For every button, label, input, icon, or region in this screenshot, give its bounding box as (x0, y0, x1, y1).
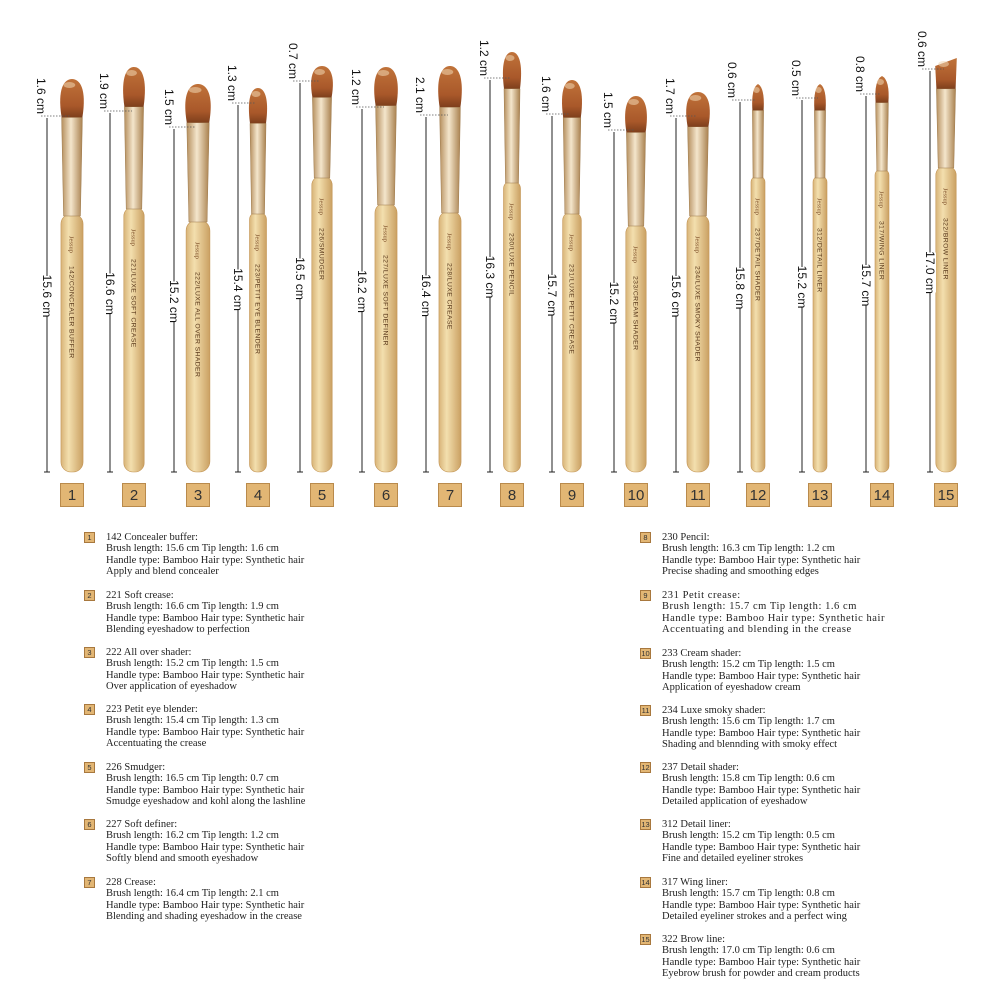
length-measurement (355, 109, 369, 472)
description-line2: Handle type: Bamboo Hair type: Synthetic hair (106, 784, 305, 796)
tip-length-label: 1.5 cm (162, 88, 176, 125)
length-measurement (103, 113, 117, 472)
description-line3: Over application of eyeshadow (106, 681, 237, 693)
brush-ferrule (563, 118, 581, 214)
description-line2: Handle type: Bamboo Hair type: Synthetic hair (662, 670, 861, 682)
description-name: 322 Brow line: (662, 934, 725, 945)
brush-handle (312, 176, 332, 472)
brush-length-label: 15.6 cm (40, 274, 54, 318)
description-number-badge: 2 (84, 590, 95, 601)
description-line3: Blending eyeshadow to perfection (106, 624, 250, 636)
brush-length-label: 15.2 cm (607, 281, 621, 325)
brush-9 (562, 80, 582, 472)
tip-measurement (725, 62, 756, 100)
description-number-badge: 5 (84, 762, 95, 773)
description-line2: Handle type: Bamboo Hair type: Synthetic hair (662, 841, 861, 853)
brush-number-badge: 8 (500, 483, 524, 507)
description-line3: Application of eyeshadow cream (662, 682, 801, 694)
tip-length-label: 1.9 cm (97, 72, 111, 109)
length-measurement (40, 118, 54, 472)
description-line2: Handle type: Bamboo Hair type: Synthetic hair (106, 726, 305, 738)
brush-ferrule (504, 89, 520, 183)
tip-length-label: 0.6 cm (915, 30, 929, 67)
brush-14 (875, 76, 889, 472)
brush-12 (751, 84, 765, 472)
handle-model-label: 222/LUXE ALL OVER SHADER (193, 272, 201, 378)
brush-length-label: 16.5 cm (293, 257, 307, 300)
brush-description-5 (84, 762, 414, 808)
length-measurement (419, 117, 433, 472)
brush-number-badge: 7 (438, 483, 462, 507)
brush-handle (751, 176, 765, 472)
length-measurement (545, 116, 559, 472)
description-line1: Brush length: 15.8 cm Tip length: 0.6 cm (662, 773, 835, 785)
description-line3: Blending and shading eyeshadow in the crease (106, 911, 302, 923)
brush-number-badge: 15 (934, 483, 958, 507)
tip-length-label: 1.5 cm (601, 91, 615, 128)
description-line2: Handle type: Bamboo Hair type: Synthetic hair (106, 554, 305, 566)
brush-description-11 (640, 705, 970, 751)
brand-label: Jessup (317, 198, 325, 215)
description-line1: Brush length: 17.0 cm Tip length: 0.6 cm (662, 945, 835, 957)
description-line1: Brush length: 15.7 cm Tip length: 0.8 cm (662, 888, 835, 900)
brush-number-badge: 5 (310, 483, 334, 507)
brush-ferrule (688, 127, 709, 216)
description-name: 227 Soft definer: (106, 819, 178, 830)
description-line2: Handle type: Bamboo Hair type: Synthetic hair (662, 956, 861, 968)
brush-handle (936, 166, 956, 472)
description-number-badge: 15 (641, 935, 650, 944)
brand-label: Jessup (507, 203, 515, 220)
brush-ferrule (814, 110, 825, 178)
brush-2 (123, 67, 145, 472)
brush-15 (935, 58, 957, 472)
description-line3: Precise shading and smoothing edges (662, 566, 819, 578)
description-line1: Brush length: 15.4 cm Tip length: 1.3 cm (106, 715, 279, 727)
brand-label: Jessup (877, 191, 885, 208)
length-measurement (795, 100, 809, 472)
handle-model-label: 221/LUXE SOFT CREASE (129, 259, 137, 348)
description-line2: Handle type: Bamboo Hair type: Synthetic hair (662, 727, 861, 739)
brush-number-badge: 1 (60, 483, 84, 507)
tip-length-label: 1.7 cm (663, 77, 677, 114)
description-line2: Handle type: Bamboo Hair type: Synthetic hair (662, 612, 886, 624)
brush-handle (813, 176, 827, 472)
brush-ferrule (440, 107, 461, 213)
handle-model-label: 142/CONCEALER BUFFER (67, 266, 75, 359)
brush-number-badge: 2 (122, 483, 146, 507)
description-line2: Handle type: Bamboo Hair type: Synthetic hair (662, 554, 861, 566)
description-line3: Accentuating the crease (106, 738, 207, 750)
handle-model-label: 237/DETAIL SHADER (753, 228, 761, 302)
brush-ferrule (187, 123, 209, 222)
brush-description-12 (640, 762, 970, 808)
brush-8 (503, 52, 521, 472)
description-line2: Handle type: Bamboo Hair type: Synthetic hair (662, 784, 861, 796)
brush-description-14 (640, 877, 970, 923)
brush-number-badge: 3 (186, 483, 210, 507)
brush-length-label: 17.0 cm (923, 251, 937, 294)
description-number-badge: 14 (641, 878, 650, 887)
description-number-badge: 7 (84, 877, 95, 888)
description-line1: Brush length: 16.2 cm Tip length: 1.2 cm (106, 830, 279, 842)
description-name: 312 Detail liner: (662, 819, 731, 830)
description-line3: Softly blend and smooth eyeshadow (106, 853, 259, 865)
brush-4 (249, 88, 267, 472)
brush-ferrule (876, 103, 889, 171)
tip-measurement (789, 60, 818, 98)
tip-length-label: 0.7 cm (286, 42, 300, 79)
description-number-badge: 13 (641, 820, 650, 829)
brush-handle (504, 181, 521, 472)
description-name: 226 Smudger: (106, 762, 166, 773)
brush-handle (875, 169, 889, 472)
handle-model-label: 226/SMUDGER (317, 228, 325, 281)
brush-10 (625, 96, 647, 472)
brush-11 (686, 92, 710, 472)
handle-model-label: 234/LUXE SMOKY SHADER (693, 266, 701, 362)
tip-length-label: 2.1 cm (413, 76, 427, 113)
brush-ferrule (312, 97, 331, 178)
brush-number-badge: 12 (746, 483, 770, 507)
brush-description-4 (84, 704, 414, 750)
description-line1: Brush length: 16.6 cm Tip length: 1.9 cm (106, 601, 279, 613)
description-name: 234 Luxe smoky shader: (662, 705, 766, 716)
brush-description-2 (84, 590, 414, 636)
brush-1 (60, 79, 84, 472)
description-line3: Accentuating and blending in the crease (662, 624, 852, 636)
length-measurement (483, 80, 497, 472)
brand-label: Jessup (67, 236, 75, 253)
brush-description-1 (84, 532, 414, 578)
handle-model-label: 322/BROW LINER (941, 218, 949, 280)
brand-label: Jessup (631, 246, 639, 263)
brush-ferrule (62, 117, 83, 216)
description-line3: Smudge eyeshadow and kohl along the lashline (106, 796, 306, 808)
tip-length-label: 1.6 cm (539, 75, 553, 112)
handle-model-label: 233/CREAM SHADER (631, 276, 639, 351)
handle-model-label: 223/PETIT EYE BLENDER (253, 264, 261, 355)
description-line2: Handle type: Bamboo Hair type: Synthetic hair (106, 841, 305, 853)
brush-ferrule (376, 106, 397, 205)
description-line1: Brush length: 15.2 cm Tip length: 1.5 cm (662, 659, 835, 671)
brush-description-7 (84, 877, 414, 923)
length-measurement (607, 132, 621, 472)
tip-length-label: 1.2 cm (477, 39, 491, 76)
handle-model-label: 227/LUXE SOFT DEFINER (381, 255, 389, 346)
description-name: 228 Crease: (106, 877, 156, 888)
description-name: 231 Petit crease: (662, 590, 741, 601)
brush-ferrule (626, 132, 645, 226)
brush-length-label: 16.4 cm (419, 274, 433, 317)
tip-length-label: 0.5 cm (789, 59, 803, 96)
brush-length-label: 15.8 cm (733, 266, 747, 310)
brush-length-label: 16.6 cm (103, 272, 117, 315)
brush-handle (439, 211, 461, 472)
brush-description-13 (640, 819, 970, 865)
brush-3 (185, 84, 210, 472)
description-number-badge: 4 (84, 704, 95, 715)
description-line1: Brush length: 16.4 cm Tip length: 2.1 cm (106, 888, 279, 900)
brush-description-3 (84, 647, 414, 693)
tip-length-label: 1.3 cm (225, 64, 239, 101)
length-measurement (293, 83, 307, 472)
description-line2: Handle type: Bamboo Hair type: Synthetic hair (662, 899, 861, 911)
brush-description-15 (640, 934, 970, 980)
description-name: 223 Petit eye blender: (106, 704, 198, 715)
brush-length-label: 15.7 cm (859, 263, 873, 307)
brush-length-label: 16.2 cm (355, 270, 369, 313)
brush-length-label: 15.2 cm (795, 265, 809, 309)
description-line1: Brush length: 15.2 cm Tip length: 1.5 cm (106, 658, 279, 670)
description-line1: Brush length: 15.2 cm Tip length: 0.5 cm (662, 830, 835, 842)
description-number-badge: 8 (640, 532, 651, 543)
description-line1: Brush length: 15.6 cm Tip length: 1.6 cm (106, 543, 279, 555)
description-line3: Eyebrow brush for powder and cream products (662, 968, 860, 980)
description-line2: Handle type: Bamboo Hair type: Synthetic hair (106, 669, 305, 681)
description-number-badge: 11 (641, 706, 650, 715)
brush-ferrule (124, 107, 143, 209)
description-line1: Brush length: 16.3 cm Tip length: 1.2 cm (662, 543, 835, 555)
brush-number-badge: 4 (246, 483, 270, 507)
brush-6 (374, 67, 398, 472)
handle-model-label: 312/DETAIL LINER (815, 228, 823, 293)
brush-description-8 (640, 532, 970, 578)
brush-description-9 (640, 590, 970, 636)
description-line2: Handle type: Bamboo Hair type: Synthetic hair (106, 612, 305, 624)
handle-model-label: 317/WING LINER (877, 221, 885, 281)
brand-label: Jessup (567, 234, 575, 251)
tip-length-label: 0.8 cm (853, 55, 867, 92)
description-number-badge: 1 (84, 532, 95, 543)
description-name: 222 All over shader: (106, 647, 192, 658)
brand-label: Jessup (941, 188, 949, 205)
brand-label: Jessup (693, 236, 701, 253)
brush-5 (311, 66, 333, 472)
description-line3: Shading and blennding with smoky effect (662, 739, 838, 751)
description-name: 142 Concealer buffer: (106, 532, 198, 543)
description-line2: Handle type: Bamboo Hair type: Synthetic hair (106, 899, 305, 911)
brush-ferrule (752, 110, 763, 178)
brush-ferrule (936, 89, 955, 168)
brush-13 (813, 84, 827, 472)
description-number-badge: 12 (641, 763, 650, 772)
brand-label: Jessup (253, 234, 261, 251)
handle-model-label: 231/LUXE PETIT CREASE (567, 264, 575, 355)
length-measurement (669, 118, 683, 472)
brush-number-badge: 14 (870, 483, 894, 507)
brand-label: Jessup (445, 233, 453, 250)
description-line3: Apply and blend concealer (106, 566, 219, 578)
description-line1: Brush length: 16.5 cm Tip length: 0.7 cm (106, 773, 279, 785)
description-name: 317 Wing liner: (662, 877, 728, 888)
length-measurement (923, 71, 937, 472)
brush-number-badge: 10 (624, 483, 648, 507)
brush-7 (438, 66, 462, 472)
brush-length-label: 15.7 cm (545, 273, 559, 317)
description-name: 230 Pencil: (662, 532, 710, 543)
tip-length-label: 0.6 cm (725, 61, 739, 98)
brand-label: Jessup (381, 225, 389, 242)
handle-model-label: 230/LUXE PENCIL (507, 233, 515, 297)
brand-label: Jessup (193, 242, 201, 259)
description-number-badge: 10 (641, 649, 650, 658)
description-number-badge: 6 (84, 819, 95, 830)
description-line1: Brush length: 15.7 cm Tip length: 1.6 cm (662, 601, 857, 613)
length-measurement (231, 105, 245, 472)
length-measurement (859, 96, 873, 472)
brush-length-label: 15.2 cm (167, 280, 181, 323)
description-name: 237 Detail shader: (662, 762, 739, 773)
description-name: 233 Cream shader: (662, 648, 742, 659)
brush-length-label: 16.3 cm (483, 255, 497, 299)
brand-label: Jessup (129, 229, 137, 246)
description-line1: Brush length: 15.6 cm Tip length: 1.7 cm (662, 716, 835, 728)
tip-length-label: 1.2 cm (349, 68, 363, 105)
description-line3: Detailed application of eyeshadow (662, 796, 808, 808)
length-measurement (167, 129, 181, 472)
brush-number-badge: 13 (808, 483, 832, 507)
length-measurement (733, 102, 747, 472)
tip-length-label: 1.6 cm (34, 77, 48, 114)
brush-number-badge: 11 (686, 483, 710, 507)
description-line3: Detailed eyeliner strokes and a perfect wing (662, 911, 847, 923)
description-name: 221 Soft crease: (106, 590, 174, 601)
brush-number-badge: 6 (374, 483, 398, 507)
description-number-badge: 9 (640, 590, 651, 601)
handle-model-label: 228/LUXE CREASE (445, 263, 453, 330)
brush-length-label: 15.4 cm (231, 268, 245, 311)
brush-description-10 (640, 648, 970, 694)
brush-ferrule (250, 123, 266, 214)
description-number-badge: 3 (84, 647, 95, 658)
brush-length-label: 15.6 cm (669, 274, 683, 318)
brand-label: Jessup (815, 198, 823, 215)
brush-description-6 (84, 819, 414, 865)
brush-number-badge: 9 (560, 483, 584, 507)
description-line3: Fine and detailed eyeliner strokes (662, 853, 804, 865)
brand-label: Jessup (753, 198, 761, 215)
